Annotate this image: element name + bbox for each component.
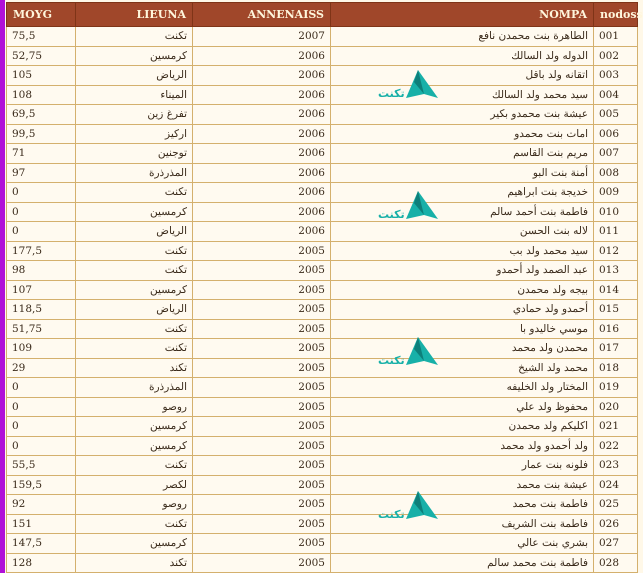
cell-nompa: بشري بنت عالي [331,534,594,554]
cell-nodoss: 022 [594,436,638,456]
cell-nompa: فاطمة بنت أحمد سالم [331,202,594,222]
table-row [7,553,638,573]
cell-nodoss: 005 [594,105,638,125]
cell-nodoss: 024 [594,475,638,495]
cell-annenaiss: 2005 [193,241,331,261]
cell-nompa: الطاهرة بنت محمدن نافع [331,27,594,47]
cell-moyg: 71 [7,144,76,164]
cell-annenaiss: 2005 [193,456,331,476]
cell-lieuna: تكنت [76,183,193,203]
cell-annenaiss: 2006 [193,222,331,242]
watermark-logo [378,489,440,523]
cell-nodoss: 025 [594,495,638,515]
cell-annenaiss: 2005 [193,495,331,515]
cell-lieuna: لكصر [76,475,193,495]
cell-lieuna: تكنت [76,319,193,339]
cell-nodoss: 011 [594,222,638,242]
cell-nompa: موسي خاليدو با [331,319,594,339]
table-row [7,319,638,339]
cell-annenaiss: 2005 [193,300,331,320]
cell-lieuna: الميناء [76,85,193,105]
cell-nompa: لاله بنت الحسن [331,222,594,242]
table-row [7,105,638,125]
cell-nodoss: 019 [594,378,638,398]
cell-moyg: 0 [7,202,76,222]
cell-nompa: محمدن ولد محمد [331,339,594,359]
cell-moyg: 128 [7,553,76,573]
table-row [7,261,638,281]
cell-nompa: عيشة بنت محمد [331,475,594,495]
cell-lieuna: الرياض [76,222,193,242]
cell-lieuna: تكنت [76,514,193,534]
cell-nodoss: 021 [594,417,638,437]
watermark-text: تكنت [378,508,405,521]
cell-annenaiss: 2005 [193,553,331,573]
cell-lieuna: اركيز [76,124,193,144]
cell-lieuna: تكند [76,553,193,573]
table-row [7,85,638,105]
table-row [7,436,638,456]
cell-annenaiss: 2005 [193,280,331,300]
cell-nodoss: 020 [594,397,638,417]
cell-lieuna: المذرذرة [76,163,193,183]
cell-nompa: اكليكم ولد محمدن [331,417,594,437]
cell-moyg: 69,5 [7,105,76,125]
cell-lieuna: كرمسين [76,534,193,554]
cell-nodoss: 007 [594,144,638,164]
cell-nompa: محمد ولد الشيخ [331,358,594,378]
cell-lieuna: تكند [76,358,193,378]
cell-nodoss: 013 [594,261,638,281]
cell-lieuna: روصو [76,397,193,417]
cell-annenaiss: 2005 [193,378,331,398]
cell-lieuna: كرمسين [76,280,193,300]
table-row [7,144,638,164]
cell-lieuna: المذرذرة [76,378,193,398]
table-row [7,495,638,515]
cell-annenaiss: 2005 [193,534,331,554]
cell-nompa: سيد محمد ولد بب [331,241,594,261]
cell-moyg: 109 [7,339,76,359]
cell-moyg: 0 [7,378,76,398]
cell-nodoss: 017 [594,339,638,359]
cell-lieuna: تكنت [76,241,193,261]
cell-moyg: 151 [7,514,76,534]
table-body [7,27,638,573]
cell-nodoss: 018 [594,358,638,378]
table-row [7,66,638,86]
cell-nodoss: 012 [594,241,638,261]
header-moyg[interactable]: MOYG [7,3,76,27]
cell-nodoss: 028 [594,553,638,573]
cell-moyg: 55,5 [7,456,76,476]
cell-lieuna: تكنت [76,456,193,476]
cell-nompa: فلونه بنت عمار [331,456,594,476]
cell-nodoss: 002 [594,46,638,66]
cell-lieuna: توجنين [76,144,193,164]
table-row [7,514,638,534]
cell-nompa: فاطمة بنت محمد سالم [331,553,594,573]
cell-nodoss: 004 [594,85,638,105]
cell-annenaiss: 2006 [193,66,331,86]
cell-nodoss: 027 [594,534,638,554]
cell-annenaiss: 2005 [193,436,331,456]
cell-nompa: الدوله ولد السالك [331,46,594,66]
cell-nodoss: 014 [594,280,638,300]
cell-lieuna: الرياض [76,300,193,320]
cell-nodoss: 023 [594,456,638,476]
cell-moyg: 105 [7,66,76,86]
table-row [7,456,638,476]
cell-moyg: 118,5 [7,300,76,320]
table-row [7,280,638,300]
cell-annenaiss: 2006 [193,105,331,125]
cell-nompa: سيد محمد ولد السالك [331,85,594,105]
cell-moyg: 0 [7,436,76,456]
cell-annenaiss: 2005 [193,397,331,417]
results-table [6,2,643,573]
table-row [7,358,638,378]
cell-moyg: 0 [7,183,76,203]
cell-annenaiss: 2006 [193,183,331,203]
watermark-logo [378,189,440,223]
table-row [7,417,638,437]
header-lieuna[interactable]: LIEUNA [76,3,193,27]
cell-annenaiss: 2006 [193,144,331,164]
cell-lieuna: تكنت [76,339,193,359]
cell-annenaiss: 2005 [193,261,331,281]
cell-nompa: مريم بنت القاسم [331,144,594,164]
table-row [7,339,638,359]
cell-lieuna: روصو [76,495,193,515]
cell-nodoss: 016 [594,319,638,339]
table-row [7,202,638,222]
cell-nompa: امات بنت محمدو [331,124,594,144]
cell-lieuna: تكنت [76,27,193,47]
table-row [7,397,638,417]
cell-nodoss: 009 [594,183,638,203]
table-row [7,300,638,320]
header-nompa[interactable]: NOMPA [331,3,594,27]
cell-moyg: 98 [7,261,76,281]
cell-moyg: 107 [7,280,76,300]
header-nodoss[interactable]: nodoss [594,3,638,27]
cell-lieuna: تفرغ زين [76,105,193,125]
cell-moyg: 97 [7,163,76,183]
cell-nompa: عيشة بنت محمدو بكير [331,105,594,125]
cell-lieuna: كرمسين [76,46,193,66]
cell-annenaiss: 2005 [193,475,331,495]
cell-nodoss: 008 [594,163,638,183]
cell-moyg: 147,5 [7,534,76,554]
cell-nompa: ولد أحمدو ولد محمد [331,436,594,456]
table-row [7,241,638,261]
cell-annenaiss: 2005 [193,358,331,378]
cell-moyg: 29 [7,358,76,378]
cell-nodoss: 015 [594,300,638,320]
cell-moyg: 0 [7,397,76,417]
cell-annenaiss: 2005 [193,514,331,534]
cell-moyg: 159,5 [7,475,76,495]
cell-nompa: المختار ولد الخليفه [331,378,594,398]
watermark-text: تكنت [378,87,405,100]
cell-moyg: 52,75 [7,46,76,66]
cell-lieuna: تكنت [76,261,193,281]
cell-annenaiss: 2005 [193,319,331,339]
header-annenaiss[interactable]: ANNENAISS [193,3,331,27]
cell-nodoss: 006 [594,124,638,144]
cell-moyg: 99,5 [7,124,76,144]
cell-annenaiss: 2006 [193,202,331,222]
cell-moyg: 92 [7,495,76,515]
table-row [7,46,638,66]
cell-nodoss: 026 [594,514,638,534]
cell-annenaiss: 2006 [193,46,331,66]
cell-moyg: 0 [7,417,76,437]
watermark-logo [378,335,440,369]
header-row [7,3,638,27]
cell-nompa: اتقانه ولد باقل [331,66,594,86]
cell-annenaiss: 2006 [193,85,331,105]
cell-nompa: أحمدو ولد حمادي [331,300,594,320]
cell-lieuna: كرمسين [76,202,193,222]
cell-nodoss: 001 [594,27,638,47]
cell-nompa: عبد الصمد ولد أحمدو [331,261,594,281]
table-row [7,378,638,398]
watermark-text: تكنت [378,208,405,221]
cell-nompa: فاطمة بنت الشريف [331,514,594,534]
table-row [7,27,638,47]
cell-nompa: فاطمة بنت محمد [331,495,594,515]
table-row [7,534,638,554]
watermark-logo [378,68,440,102]
table-row [7,163,638,183]
cell-nompa: محفوظ ولد علي [331,397,594,417]
cell-nodoss: 010 [594,202,638,222]
table-row [7,124,638,144]
cell-moyg: 51,75 [7,319,76,339]
table-row [7,183,638,203]
cell-nompa: أمنة بنت البو [331,163,594,183]
cell-annenaiss: 2005 [193,339,331,359]
cell-moyg: 75,5 [7,27,76,47]
cell-annenaiss: 2006 [193,163,331,183]
cell-lieuna: كرمسين [76,436,193,456]
cell-annenaiss: 2007 [193,27,331,47]
cell-annenaiss: 2005 [193,417,331,437]
table-row [7,222,638,242]
cell-nompa: بيجه ولد محمدن [331,280,594,300]
watermark-text: تكنت [378,354,405,367]
cell-annenaiss: 2006 [193,124,331,144]
cell-nompa: خديجة بنت ابراهيم [331,183,594,203]
table-row [7,475,638,495]
cell-moyg: 177,5 [7,241,76,261]
cell-moyg: 0 [7,222,76,242]
cell-nodoss: 003 [594,66,638,86]
cell-lieuna: الرياض [76,66,193,86]
cell-lieuna: كرمسين [76,417,193,437]
cell-moyg: 108 [7,85,76,105]
